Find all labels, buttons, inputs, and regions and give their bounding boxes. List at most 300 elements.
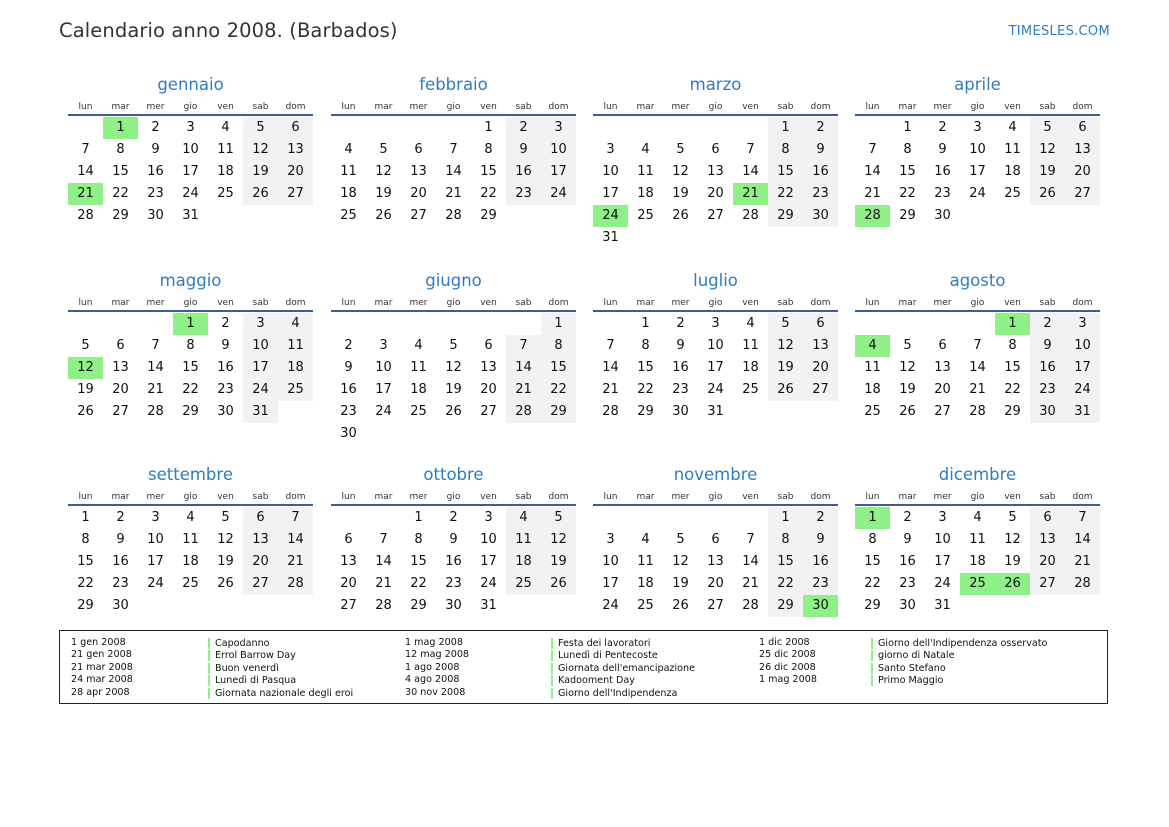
weekday-label: mer: [146, 492, 165, 502]
weekday-label: dom: [1072, 298, 1093, 308]
day-cell: 18: [742, 360, 759, 375]
weekday-label: mer: [933, 298, 952, 308]
day-cell: 6: [414, 142, 423, 157]
weekday-label: ven: [217, 102, 234, 112]
day-cell: 24: [243, 379, 278, 401]
holiday-date: 1 mag 2008: [405, 637, 463, 648]
legend-column: [759, 637, 1048, 687]
day-cell: 24: [480, 576, 497, 591]
day-cell: 10: [480, 532, 497, 547]
day-cell: 9: [344, 360, 353, 375]
legend-row: [759, 674, 944, 687]
day-cell: 21: [278, 551, 313, 573]
day-cell: 9: [676, 338, 685, 353]
day-cell: 8: [116, 142, 125, 157]
day-cell: 23: [506, 183, 541, 205]
day-cell: 5: [1008, 510, 1017, 525]
day-cell: 13: [934, 360, 951, 375]
holiday-name: Capodanno: [208, 638, 270, 649]
weekday-header: [593, 98, 838, 116]
holiday-date: 1 mag 2008: [759, 674, 817, 686]
holiday-day-cell: 26: [995, 573, 1030, 595]
holiday-day-cell: 1: [995, 313, 1030, 335]
day-cell: 3: [711, 316, 720, 331]
day-cell: 23: [340, 404, 357, 419]
holiday-name: Festa dei lavoratori: [551, 638, 650, 649]
day-cell: 16: [217, 360, 234, 375]
day-cell: 14: [742, 554, 759, 569]
day-cell: 28: [375, 598, 392, 613]
day-cell: 3: [973, 120, 982, 135]
day-cell: 14: [742, 164, 759, 179]
day-cell: 9: [938, 142, 947, 157]
weekday-label: lun: [603, 298, 618, 308]
weekday-label: ven: [742, 102, 759, 112]
weekday-label: mar: [898, 492, 917, 502]
day-cell: 11: [410, 360, 427, 375]
day-cell: 25: [637, 598, 654, 613]
holiday-date: 1 ago 2008: [405, 661, 460, 673]
holiday-day-cell: 1: [103, 117, 138, 139]
day-cell: 23: [217, 382, 234, 397]
day-cell: 18: [506, 551, 541, 573]
weekday-label: mar: [636, 492, 655, 502]
day-cell: 24: [375, 404, 392, 419]
day-cell: 16: [445, 554, 462, 569]
weekday-label: mer: [409, 298, 428, 308]
day-cell: 27: [410, 208, 427, 223]
weekday-label: ven: [480, 102, 497, 112]
day-cell: 2: [221, 316, 230, 331]
day-cell: 7: [151, 338, 160, 353]
weekday-label: gio: [708, 492, 723, 502]
weekday-label: sab: [515, 298, 532, 308]
holiday-name: Errol Barrow Day: [208, 650, 296, 661]
weekday-label: lun: [865, 298, 880, 308]
day-cell: 8: [903, 142, 912, 157]
day-cell: 12: [445, 360, 462, 375]
weekday-label: mar: [374, 102, 393, 112]
holiday-date: 24 mar 2008: [71, 674, 133, 686]
weekday-label: mar: [111, 298, 130, 308]
day-cell: 20: [934, 382, 951, 397]
weekday-label: mer: [933, 492, 952, 502]
holiday-day-cell: 28: [855, 205, 890, 227]
day-cell: 10: [243, 335, 278, 357]
day-cell: 2: [803, 117, 838, 139]
legend-row: [71, 686, 354, 699]
weekday-label: dom: [1072, 102, 1093, 112]
weekday-label: sab: [1039, 298, 1056, 308]
day-cell: 13: [803, 335, 838, 357]
day-cell: 14: [278, 529, 313, 551]
day-cell: 13: [243, 529, 278, 551]
day-cell: 13: [707, 554, 724, 569]
day-cell: 16: [506, 161, 541, 183]
day-cell: 17: [602, 186, 619, 201]
legend-row: [405, 649, 658, 662]
legend-row: [71, 649, 296, 662]
day-cell: 3: [606, 532, 615, 547]
day-cell: 3: [1065, 313, 1100, 335]
day-cell: 1: [541, 313, 576, 335]
weekday-label: mar: [636, 298, 655, 308]
month-agosto: [855, 270, 1100, 423]
day-cell: 26: [243, 183, 278, 205]
day-cell: 2: [1030, 313, 1065, 335]
day-cell: 8: [868, 532, 877, 547]
day-cell: 7: [278, 507, 313, 529]
weekday-label: gio: [183, 298, 198, 308]
holiday-date: 12 mag 2008: [405, 649, 470, 661]
day-cell: 6: [116, 338, 125, 353]
day-cell: 5: [379, 142, 388, 157]
month-name: gennaio: [157, 75, 224, 94]
day-cell: 29: [77, 598, 94, 613]
day-cell: 29: [480, 208, 497, 223]
holiday-day-cell: 4: [855, 335, 890, 357]
weekday-header: [855, 98, 1100, 116]
weekday-label: mar: [374, 298, 393, 308]
day-cell: 22: [637, 382, 654, 397]
day-cell: 14: [77, 164, 94, 179]
day-cell: 21: [1065, 551, 1100, 573]
day-cell: 16: [803, 161, 838, 183]
weekday-label: sab: [252, 298, 269, 308]
day-cell: 15: [182, 360, 199, 375]
holiday-name: Lunedì di Pasqua: [208, 675, 296, 686]
day-cell: 23: [147, 186, 164, 201]
holiday-day-cell: 1: [855, 507, 890, 529]
day-cell: 1: [768, 117, 803, 139]
day-cell: 29: [541, 401, 576, 423]
holiday-name: Buon venerdì: [208, 663, 279, 674]
weekday-label: lun: [865, 492, 880, 502]
day-cell: 14: [864, 164, 881, 179]
day-cell: 6: [1065, 117, 1100, 139]
day-cell: 23: [112, 576, 129, 591]
weekday-header: [331, 294, 576, 312]
day-cell: 27: [803, 379, 838, 401]
day-cell: 15: [480, 164, 497, 179]
day-cell: 24: [1065, 379, 1100, 401]
weekday-label: lun: [603, 492, 618, 502]
day-cell: 1: [484, 120, 493, 135]
day-cell: 15: [541, 357, 576, 379]
day-cell: 3: [484, 510, 493, 525]
day-cell: 30: [147, 208, 164, 223]
holiday-name: Santo Stefano: [871, 663, 946, 674]
weekday-label: mar: [898, 102, 917, 112]
day-cell: 6: [711, 142, 720, 157]
holiday-name: Giorno dell'Indipendenza osservato: [871, 638, 1047, 649]
day-cell: 12: [1004, 532, 1021, 547]
day-cell: 4: [186, 510, 195, 525]
day-cell: 30: [803, 205, 838, 227]
holiday-name: giorno di Natale: [871, 650, 954, 661]
legend-row: [405, 637, 651, 649]
day-cell: 14: [1065, 529, 1100, 551]
day-cell: 29: [637, 404, 654, 419]
weekday-label: dom: [548, 102, 569, 112]
day-cell: 25: [742, 382, 759, 397]
weekday-label: ven: [480, 492, 497, 502]
weekday-label: gio: [183, 492, 198, 502]
day-cell: 1: [414, 510, 423, 525]
day-cell: 9: [1030, 335, 1065, 357]
day-cell: 5: [541, 507, 576, 529]
day-cell: 28: [742, 598, 759, 613]
day-cell: 12: [672, 164, 689, 179]
weekday-label: sab: [252, 492, 269, 502]
day-cell: 5: [768, 313, 803, 335]
day-cell: 19: [243, 161, 278, 183]
month-name: luglio: [693, 271, 738, 290]
month-febbraio: [331, 74, 576, 227]
day-cell: 12: [1030, 139, 1065, 161]
day-cell: 29: [899, 208, 916, 223]
weekday-label: sab: [777, 492, 794, 502]
day-cell: 19: [541, 551, 576, 573]
weekday-label: mar: [111, 492, 130, 502]
day-grid: [331, 507, 576, 617]
day-grid: [855, 117, 1100, 227]
weekday-label: dom: [810, 298, 831, 308]
day-cell: 4: [278, 313, 313, 335]
day-cell: 27: [707, 598, 724, 613]
day-cell: 19: [1004, 554, 1021, 569]
month-settembre: [68, 464, 313, 617]
day-cell: 27: [480, 404, 497, 419]
day-cell: 7: [746, 142, 755, 157]
day-cell: 26: [672, 598, 689, 613]
day-cell: 21: [864, 186, 881, 201]
day-cell: 21: [602, 382, 619, 397]
day-cell: 3: [938, 510, 947, 525]
day-cell: 4: [641, 532, 650, 547]
day-cell: 18: [637, 186, 654, 201]
weekday-label: sab: [1039, 102, 1056, 112]
day-cell: 21: [742, 576, 759, 591]
month-giugno: [331, 270, 576, 445]
weekday-header: [593, 488, 838, 506]
day-cell: 8: [641, 338, 650, 353]
day-cell: 26: [541, 573, 576, 595]
day-cell: 22: [768, 183, 803, 205]
weekday-label: mer: [671, 492, 690, 502]
day-grid: [331, 117, 576, 227]
day-cell: 12: [375, 164, 392, 179]
day-cell: 25: [637, 208, 654, 223]
day-cell: 3: [151, 510, 160, 525]
weekday-label: dom: [285, 102, 306, 112]
day-grid: [68, 507, 313, 617]
day-cell: 17: [375, 382, 392, 397]
brand-link[interactable]: TIMESLES.COM: [1008, 24, 1110, 39]
day-cell: 1: [81, 510, 90, 525]
day-cell: 29: [1004, 404, 1021, 419]
day-cell: 26: [217, 576, 234, 591]
weekday-label: sab: [777, 102, 794, 112]
day-cell: 10: [602, 554, 619, 569]
day-cell: 30: [340, 426, 357, 441]
legend-row: [759, 661, 946, 674]
day-cell: 3: [606, 142, 615, 157]
month-name: novembre: [673, 465, 758, 484]
holiday-name: Giorno dell'Indipendenza: [551, 688, 677, 699]
day-cell: 7: [1065, 507, 1100, 529]
day-grid: [855, 507, 1100, 617]
day-cell: 4: [746, 316, 755, 331]
day-cell: 6: [711, 532, 720, 547]
weekday-label: mar: [898, 298, 917, 308]
day-cell: 27: [1030, 573, 1065, 595]
day-cell: 24: [147, 576, 164, 591]
month-name: marzo: [689, 75, 742, 94]
day-cell: 28: [1065, 573, 1100, 595]
day-cell: 10: [707, 338, 724, 353]
weekday-label: mer: [409, 492, 428, 502]
day-cell: 1: [768, 507, 803, 529]
day-cell: 8: [414, 532, 423, 547]
day-cell: 11: [278, 335, 313, 357]
day-cell: 15: [768, 551, 803, 573]
day-cell: 28: [147, 404, 164, 419]
day-cell: 22: [864, 576, 881, 591]
legend-row: [405, 661, 696, 674]
weekday-header: [855, 294, 1100, 312]
day-cell: 17: [602, 576, 619, 591]
day-cell: 18: [969, 554, 986, 569]
weekday-label: ven: [1004, 492, 1021, 502]
day-grid: [855, 313, 1100, 423]
day-cell: 8: [1008, 338, 1017, 353]
day-cell: 9: [903, 532, 912, 547]
day-cell: 22: [112, 186, 129, 201]
legend-row: [405, 674, 635, 687]
day-cell: 25: [217, 186, 234, 201]
day-cell: 21: [375, 576, 392, 591]
day-cell: 7: [973, 338, 982, 353]
day-cell: 10: [969, 142, 986, 157]
day-cell: 14: [375, 554, 392, 569]
day-cell: 13: [1030, 529, 1065, 551]
day-cell: 15: [637, 360, 654, 375]
day-cell: 21: [506, 379, 541, 401]
day-cell: 20: [1065, 161, 1100, 183]
day-cell: 18: [1004, 164, 1021, 179]
day-cell: 20: [707, 576, 724, 591]
day-cell: 8: [768, 139, 803, 161]
day-cell: 27: [112, 404, 129, 419]
month-luglio: [593, 270, 838, 423]
weekday-label: mar: [111, 102, 130, 112]
month-dicembre: [855, 464, 1100, 617]
weekday-label: gio: [970, 102, 985, 112]
day-cell: 11: [506, 529, 541, 551]
holiday-name: Giornata dell'emancipazione: [551, 663, 695, 674]
day-cell: 30: [445, 598, 462, 613]
day-cell: 8: [768, 529, 803, 551]
day-cell: 25: [278, 379, 313, 401]
day-cell: 5: [1030, 117, 1065, 139]
month-name: maggio: [159, 271, 222, 290]
day-cell: 7: [81, 142, 90, 157]
day-cell: 19: [445, 382, 462, 397]
day-cell: 7: [506, 335, 541, 357]
day-cell: 12: [768, 335, 803, 357]
day-cell: 19: [672, 186, 689, 201]
day-cell: 14: [147, 360, 164, 375]
weekday-header: [855, 488, 1100, 506]
day-cell: 7: [868, 142, 877, 157]
weekday-label: mer: [933, 102, 952, 112]
month-aprile: [855, 74, 1100, 227]
day-cell: 15: [1004, 360, 1021, 375]
day-grid: [593, 117, 838, 249]
day-cell: 11: [864, 360, 881, 375]
day-cell: 20: [340, 576, 357, 591]
day-cell: 14: [445, 164, 462, 179]
day-cell: 2: [116, 510, 125, 525]
weekday-label: dom: [285, 298, 306, 308]
month-marzo: [593, 74, 838, 249]
day-cell: 10: [147, 532, 164, 547]
day-cell: 16: [1030, 357, 1065, 379]
legend-row: [759, 637, 1048, 649]
day-cell: 5: [243, 117, 278, 139]
day-cell: 28: [969, 404, 986, 419]
day-cell: 23: [934, 186, 951, 201]
legend-column: [405, 637, 696, 699]
weekday-label: mer: [146, 102, 165, 112]
holiday-day-cell: 1: [173, 313, 208, 335]
day-cell: 26: [375, 208, 392, 223]
day-cell: 5: [81, 338, 90, 353]
day-cell: 27: [340, 598, 357, 613]
month-name: giugno: [425, 271, 482, 290]
day-cell: 1: [641, 316, 650, 331]
day-cell: 6: [344, 532, 353, 547]
day-cell: 22: [899, 186, 916, 201]
holiday-name: Lunedì di Pentecoste: [551, 650, 658, 661]
day-cell: 10: [1065, 335, 1100, 357]
day-cell: 28: [445, 208, 462, 223]
day-cell: 29: [112, 208, 129, 223]
weekday-label: dom: [548, 298, 569, 308]
day-cell: 17: [182, 164, 199, 179]
day-cell: 11: [969, 532, 986, 547]
day-cell: 9: [506, 139, 541, 161]
day-grid: [331, 313, 576, 445]
day-cell: 2: [903, 510, 912, 525]
holiday-date: 4 ago 2008: [405, 674, 460, 686]
holiday-date: 26 dic 2008: [759, 661, 816, 673]
day-cell: 16: [934, 164, 951, 179]
weekday-label: dom: [285, 492, 306, 502]
weekday-header: [331, 488, 576, 506]
weekday-header: [593, 294, 838, 312]
day-cell: 19: [375, 186, 392, 201]
weekday-label: lun: [341, 492, 356, 502]
day-cell: 12: [899, 360, 916, 375]
day-cell: 19: [217, 554, 234, 569]
day-cell: 10: [602, 164, 619, 179]
holiday-legend: [59, 630, 1108, 704]
day-cell: 30: [217, 404, 234, 419]
day-cell: 16: [112, 554, 129, 569]
weekday-label: mer: [671, 102, 690, 112]
